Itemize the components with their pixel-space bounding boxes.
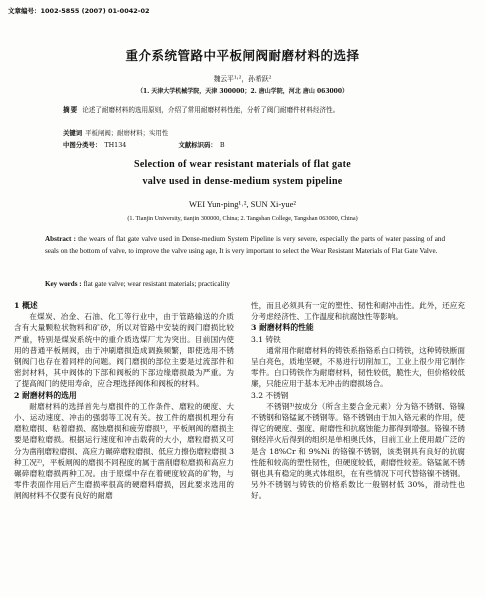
english-keywords-text: flat gate valve; wear resistant materials; practicality [83,280,230,288]
english-keywords [45,280,230,288]
chinese-keywords-label: 关键词 [63,129,83,137]
doc-code: B [219,141,225,149]
english-abstract-text: the wears of flat gate valve used in Dense-medium System Pipeline is very severe, especially the parts of water passing of and seals on the bottom of valve, to improve the valve using age, It is very important to select the Wear Resistant Materials of Flat Gate Valve. [45,235,445,255]
english-abstract [45,234,445,257]
paragraph-cast-iron: 通常用作耐磨材料的铸铁系指铬系白口铸铁，这种铸铁断面呈白亮色，质地坚硬，不易进行切削加工，工业上很少用它制作零件。白口铸铁作为耐磨材料，韧性较低，脆性大，但价格较低廉，只能应用于基本无冲击的磨损场合。 [251,345,465,389]
chinese-title: 重介系统管路中平板闸阀耐磨材料的选择 [125,48,360,63]
chinese-authors: 魏云平¹˒²，孙希跃² [213,75,272,83]
paragraph-stainless-steel: 不锈钢³⁾按成分（所含主要合金元素）分为铬不锈钢、铬镍不锈钢和铬锰氮不锈钢等。铬不锈钢由于加入铬元素的作用，使得它的硬度、强度、耐磨性和抗腐蚀能力都得到增强。铬镍不锈钢经淬火后得到的组织是单相奥氏体，目前工业上使用最广泛的是含 18%Cr 和 9%Ni 的铬镍不锈钢，该类钢具有良好的抗腐性能和较高的塑性韧性，但硬度较低，耐磨性较差。铬锰氮不锈钢也具有稳定的奥式体组织，在有些情况下可代替铬镍不锈钢。另外不锈钢与铸铁的价格系数比一般钢材低 30%，滑动性也好。 [251,401,465,501]
section-heading-3: 3 耐磨材料的性能 [251,323,314,333]
english-affiliation: (1. Tianjin University, tianjin 300000, China; 2. Tangshan College, Tangshan 063000, China) [127,215,358,222]
section-heading-2: 2 耐磨材料的选用 [14,390,77,400]
doc-code-label: 文献标识码： [178,141,217,149]
chinese-affiliation: （1. 天津大学机械学院，天津 300000；2. 唐山学院，河北 唐山 063000） [136,88,349,95]
paragraph-continued: 性，而且必须具有一定的塑性、韧性和耐冲击性。此外，还应充分考虑经济性、工作温度和抗腐蚀性等影响。 [251,301,465,322]
classification-row [63,140,225,149]
english-title-line-1: Selection of wear resistant materials of flat gate [133,159,352,170]
article-number: 文章编号：1002-5855 (2007) 01-0042-02 [8,7,150,15]
chinese-keywords-text: 平板闸阀；耐磨材料；实用性 [85,129,169,137]
english-keywords-label: Key words : [45,280,82,288]
section-heading-1: 1 概述 [14,301,38,310]
clc-code: TH134 [104,141,127,149]
english-authors: WEI Yun-ping¹˒², SUN Xi-yue² [189,199,296,209]
subsection-heading-3-1: 3.1 铸铁 [251,334,281,344]
chinese-keywords [63,128,168,137]
body-right-column [251,300,465,502]
body-left-column [14,300,234,502]
subsection-heading-3-2: 3.2 不锈钢 [251,390,289,400]
english-title-line-2: valve used in dense-medium system pipeline [142,176,343,187]
paragraph-material-selection: 耐磨材料的选择首先与磨损件的工作条件、磨粒的硬度、大小、运动速度、冲击的强弱等工况有关。按工件的磨损机理分有磨粒磨损、粘着磨损、腐蚀磨损和疲劳磨损¹⁾，平板闸阀的磨损主要是磨粒磨损。根据运行速度和冲击载荷的大小，磨粒磨损又可分为凿削磨粒磨损、高应力碾碎磨粒磨损、低应力擦伤磨粒磨损 3 种工况²⁾，平板闸阀的磨损不同程度的属于凿削磨粒磨损和高应力碾碎磨粒磨损两种工况。由于原煤中存在着硬度较高的矿物，与零件表面作用后产生磨损率很高的硬磨料磨损，因此要求选用的闸阀材料不仅要有良好的耐磨 [14,401,234,501]
english-abstract-label: Abstract : [45,235,76,243]
paragraph-overview: 在煤炭、冶金、石油、化工等行业中，由于管路输送的介质含有大量颗粒状物料和矿砂，所以对管路中安装的阀门磨损比较严重，特别是煤炭系统中的重介质选煤厂尤为突出。目前国内使用的普通平板闸阀，由于冲刷磨损造成调换频繁，即使选用不锈钢阀门也存在着同样的问题。阀门磨损的部位主要是过流部件和密封材料，其中阀体的下部和阀板的下部边缘磨损最为严重。为了提高阀门的使用寿命，应合理选择阀体和阀板的材料。 [14,312,234,389]
clc-label: 中图分类号： [63,141,102,149]
chinese-abstract [63,104,448,116]
chinese-abstract-text: 论述了耐磨材料的选用原则，介绍了常用耐磨材料性能，分析了阀门耐磨件材料经济性。 [82,106,340,114]
chinese-abstract-label: 摘要 [63,106,79,114]
